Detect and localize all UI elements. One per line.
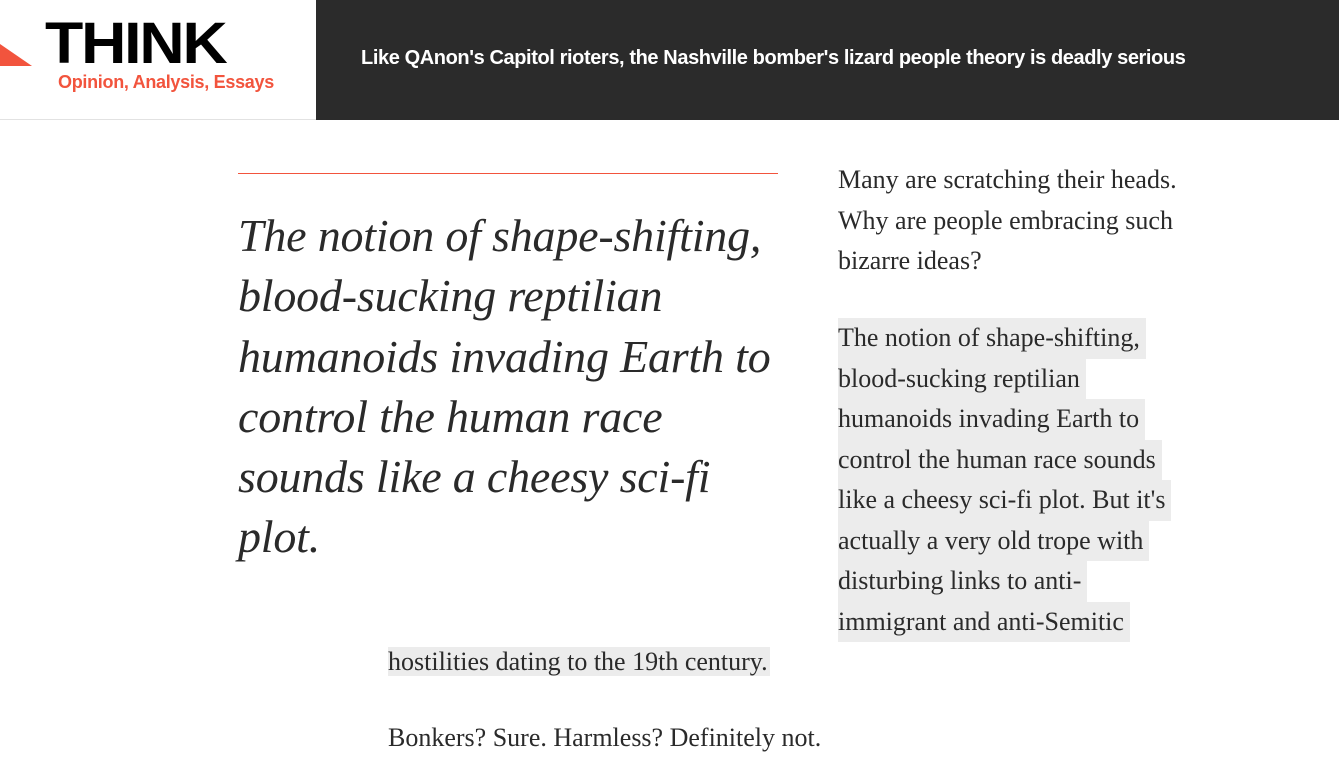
highlighted-line: control the human race sounds <box>838 440 1162 481</box>
brand-block[interactable] <box>0 0 316 120</box>
pull-quote-divider <box>238 173 778 174</box>
brand-subtitle: Opinion, Analysis, Essays <box>58 72 274 92</box>
highlighted-line: immigrant and anti-Semitic <box>838 602 1130 643</box>
highlighted-line: The notion of shape-shifting, <box>838 318 1146 359</box>
pull-quote: The notion of shape-shifting, blood-sucking reptilian humanoids invading Earth to control the human race sounds like a cheesy sci-fi plot. <box>238 210 771 563</box>
highlighted-line: blood-sucking reptilian <box>838 359 1086 400</box>
highlighted-line: hostilities dating to the 19th century. <box>388 647 768 676</box>
highlighted-line: humanoids invading Earth to <box>838 399 1145 440</box>
highlighted-line: like a cheesy sci-fi plot. But it's <box>838 480 1171 521</box>
highlighted-line: actually a very old trope with <box>838 521 1149 562</box>
headline-bar <box>316 0 1339 120</box>
article-paragraph-2 <box>838 318 1238 642</box>
site-header <box>0 0 1339 120</box>
brand-triangle-icon <box>0 40 34 66</box>
article-paragraph-3: Bonkers? Sure. Harmless? Definitely not. <box>388 723 822 752</box>
article-paragraph-1: Many are scratching their heads. Why are people embracing such bizarre ideas? <box>838 165 1177 275</box>
highlighted-line: disturbing links to anti- <box>838 561 1087 602</box>
article-headline[interactable]: Like QAnon's Capitol rioters, the Nashville bomber's lizard people theory is deadly serious <box>361 47 1186 69</box>
brand-logo-title: THINK <box>45 11 226 76</box>
article-paragraph-2-continuation <box>388 642 770 683</box>
